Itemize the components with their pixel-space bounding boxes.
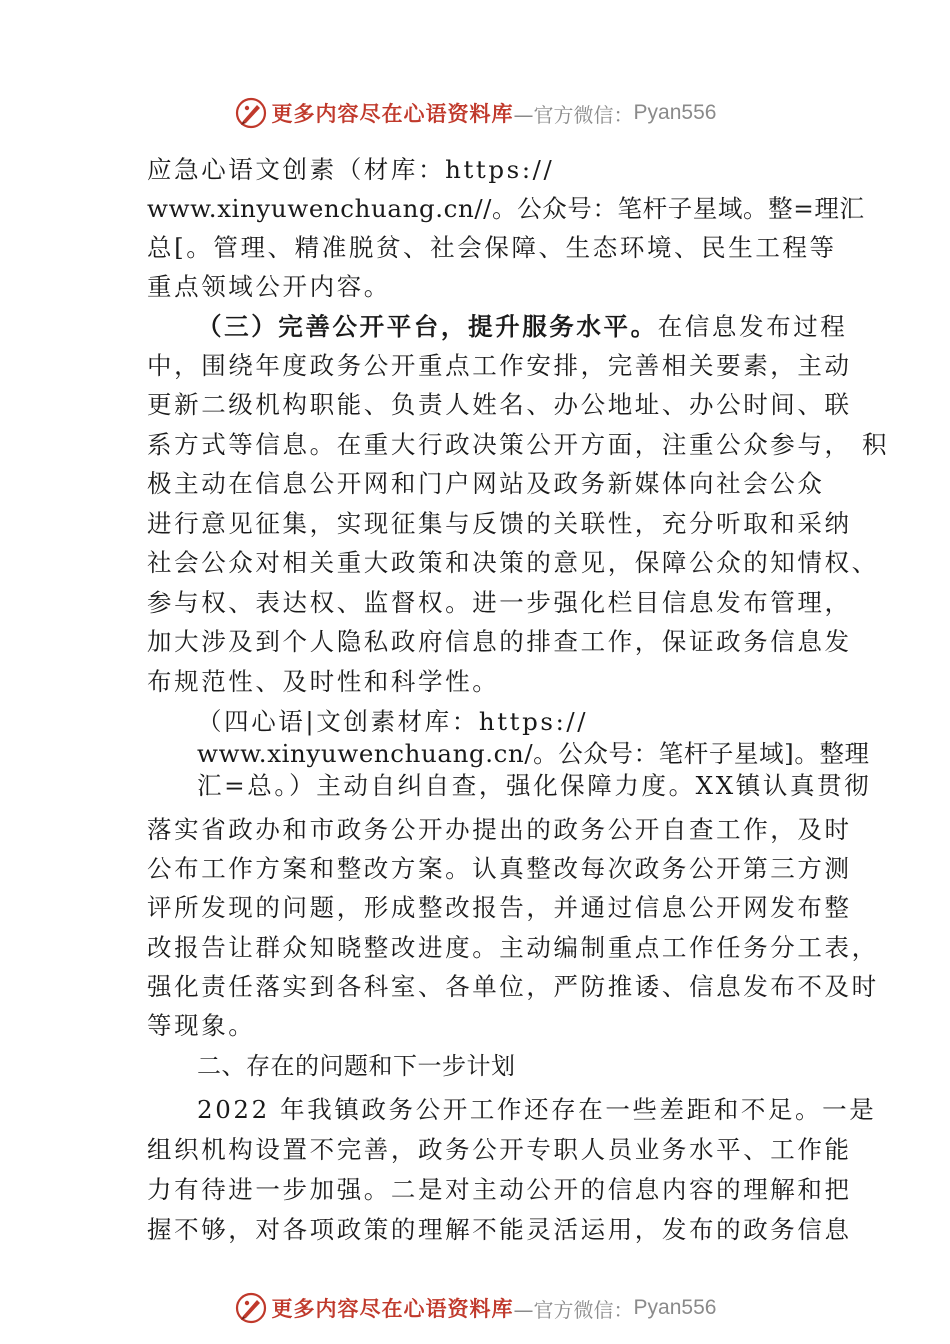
text-line: 布规范性、及时性和科学性。 [147,667,500,696]
text-line: 极主动在信息公开网和门户网站及政务新媒体向社会公众 [147,469,825,498]
text-line: 总[。管理、精准脱贫、社会保障、生态环境、民生工程等 [147,233,837,262]
text-line: 系方式等信息。在重大行政决策公开方面，注重公众参与， 积 [147,430,890,459]
text-line: www.xinyuwenchuang.cn/。公众号：笔杆子星域]。整理 [197,739,870,768]
text-line: （四心语|文创素材库：https:// [197,707,589,736]
text-line: 更新二级机构职能、负责人姓名、办公地址、办公时间、联 [147,390,852,419]
banner-dash-text: —官方微信： [513,1297,634,1322]
banner-wechat-id: Pyan556 [633,101,717,124]
brand-logo-icon [234,96,268,130]
section-heading: 二、存在的问题和下一步计划 [197,1052,516,1080]
text-line: 进行意见征集，实现征集与反馈的关联性，充分听取和采纳 [147,509,852,538]
text-line: 力有待进一步加强。二是对主动公开的信息内容的理解和把 [147,1175,852,1204]
banner-brand-text: 更多内容尽在心语资料库 [271,1296,514,1321]
header-banner [0,93,950,133]
text-line: 评所发现的问题，形成整改报告，并通过信息公开网发布整 [147,893,852,922]
banner-dash-text: —官方微信： [513,102,634,127]
text-line: 社会公众对相关重大政策和决策的意见，保障公众的知情权、 [147,548,879,577]
text-line: 加大涉及到个人隐私政府信息的排查工作，保证政务信息发 [147,627,852,656]
footer-banner [0,1288,950,1328]
banner-wechat-id: Pyan556 [633,1296,717,1319]
text-span: 在信息发布过程 [657,312,848,341]
text-line: 等现象。 [147,1011,256,1040]
text-line: 汇=总。）主动自纠自查，强化保障力度。XX镇认真贯彻 [197,771,872,800]
text-line: 参与权、表达权、监督权。进一步强化栏目信息发布管理， [147,588,852,617]
text-line: 公布工作方案和整改方案。认真整改每次政务公开第三方测 [147,854,852,883]
text-line: 应急心语文创素（材库：https:// [147,155,555,184]
text-line [197,312,847,342]
text-line: 组织机构设置不完善，政务公开专职人员业务水平、工作能 [147,1135,852,1164]
brand-logo-icon [234,1291,268,1325]
text-line: 强化责任落实到各科室、各单位，严防推诿、信息发布不及时 [147,972,879,1001]
text-line: 改报告让群众知晓整改进度。主动编制重点工作任务分工表， [147,933,879,962]
text-line: 中，围绕年度政务公开重点工作安排，完善相关要素，主动 [147,351,852,380]
section-heading: （三）完善公开平台，提升服务水平。 [197,312,658,341]
text-line: 重点领域公开内容。 [147,272,391,301]
banner-brand-text: 更多内容尽在心语资料库 [271,101,514,126]
text-line: 握不够，对各项政策的理解不能灵活运用，发布的政务信息 [147,1215,852,1244]
text-line: 落实省政办和市政务公开办提出的政务公开自查工作，及时 [147,815,852,844]
text-line: www.xinyuwenchuang.cn//。公众号：笔杆子星域。整=理汇 [147,194,865,223]
text-line: 2022 年我镇政务公开工作还存在一些差距和不足。一是 [197,1095,877,1124]
